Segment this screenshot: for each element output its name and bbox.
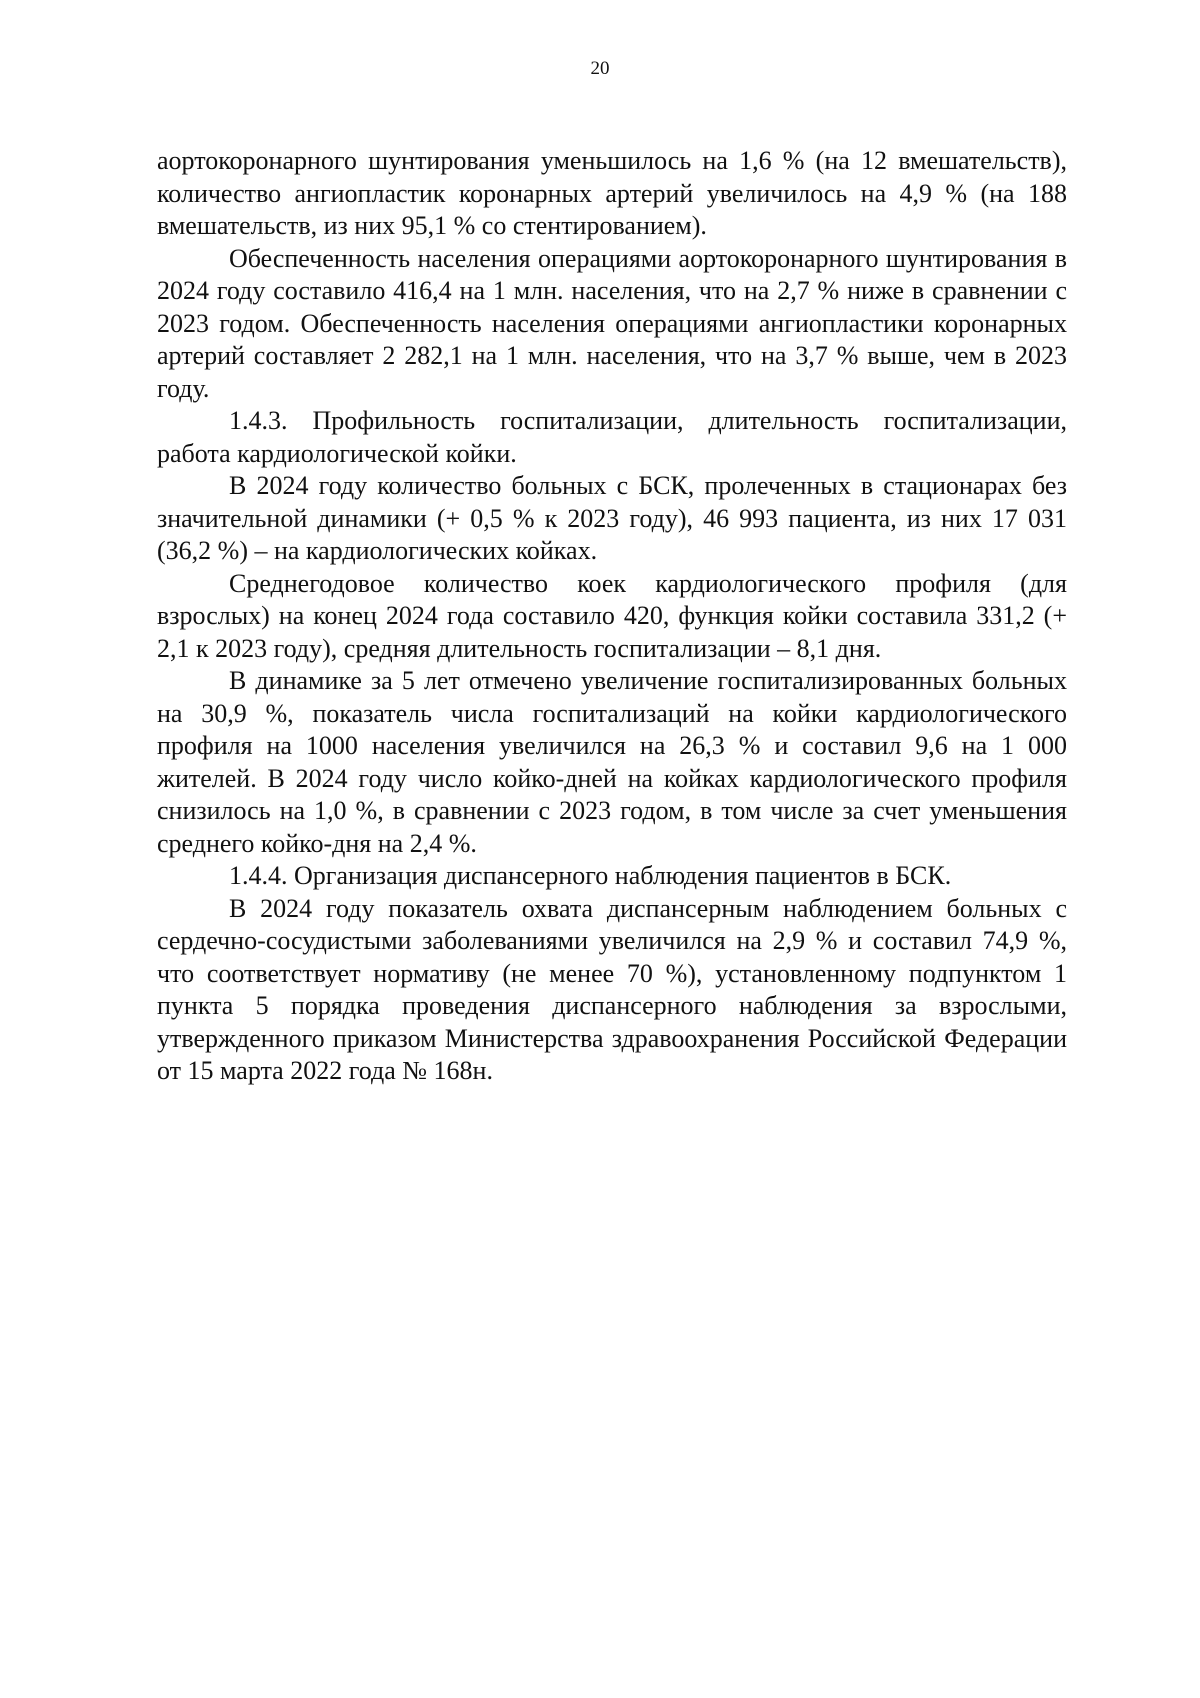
section-heading-1-4-3: 1.4.3. Профильность госпитализации, длительность госпитализации, работа кардиологической койки.	[157, 406, 1067, 468]
page-number: 20	[590, 58, 610, 79]
paragraph-dispensary-observation: В 2024 году показатель охвата диспансерным наблюдением больных с сердечно-сосудистыми заболеваниями увеличился на 2,9 % и составил 74,9 %, что соответствует нормативу (не менее 70 %), установленному подпунктом 1 пункта 5 порядка проведения диспансерного наблюдения за взрослыми, утвержденного приказом Министерства здравоохранения Российской Федерации от 15 марта 2022 года № 168н.	[157, 893, 1067, 1085]
paragraph-surgery-provision: Обеспеченность населения операциями аортокоронарного шунтирования в 2024 году составило 416,4 на 1 млн. населения, что на 2,7 % ниже в сравнении с 2023 годом. Обеспеченность населения операциями ангиопластики коронарных артерий составляет 2 282,1 на 1 млн. населения, что на 3,7 % выше, чем в 2023 году.	[157, 243, 1067, 403]
paragraph-five-year-dynamics: В динамике за 5 лет отмечено увеличение госпитализированных больных на 30,9 %, показатель числа госпитализаций на койки кардиологического профиля на 1000 населения увеличился на 26,3 % и составил 9,6 на 1 000 жителей. В 2024 году число койко-дней на койках кардиологического профиля снизилось на 1,0 %, в сравнении с 2023 годом, в том числе за счет уменьшения среднего койко-дня на 2,4 %.	[157, 666, 1067, 858]
section-heading-1-4-4: 1.4.4. Организация диспансерного наблюдения пациентов в БСК.	[229, 861, 952, 890]
paragraph-bed-capacity: Среднегодовое количество коек кардиологического профиля (для взрослых) на конец 2024 года составило 420, функция койки составила 331,2 (+ 2,1 к 2023 году), средняя длительность госпитализации – 8,1 дня.	[157, 568, 1067, 663]
document-body	[157, 145, 1067, 1088]
paragraph-hospitalized-patients: В 2024 году количество больных с БСК, пролеченных в стационарах без значительной динамики (+ 0,5 % к 2023 году), 46 993 пациента, из них 17 031 (36,2 %) – на кардиологических койках.	[157, 471, 1067, 565]
paragraph-surgery-continuation: аортокоронарного шунтирования уменьшилось на 1,6 % (на 12 вмешательств), количество ангиопластик коронарных артерий увеличилось на 4,9 % (на 188 вмешательств, из них 95,1 % со стентированием).	[157, 146, 1067, 240]
